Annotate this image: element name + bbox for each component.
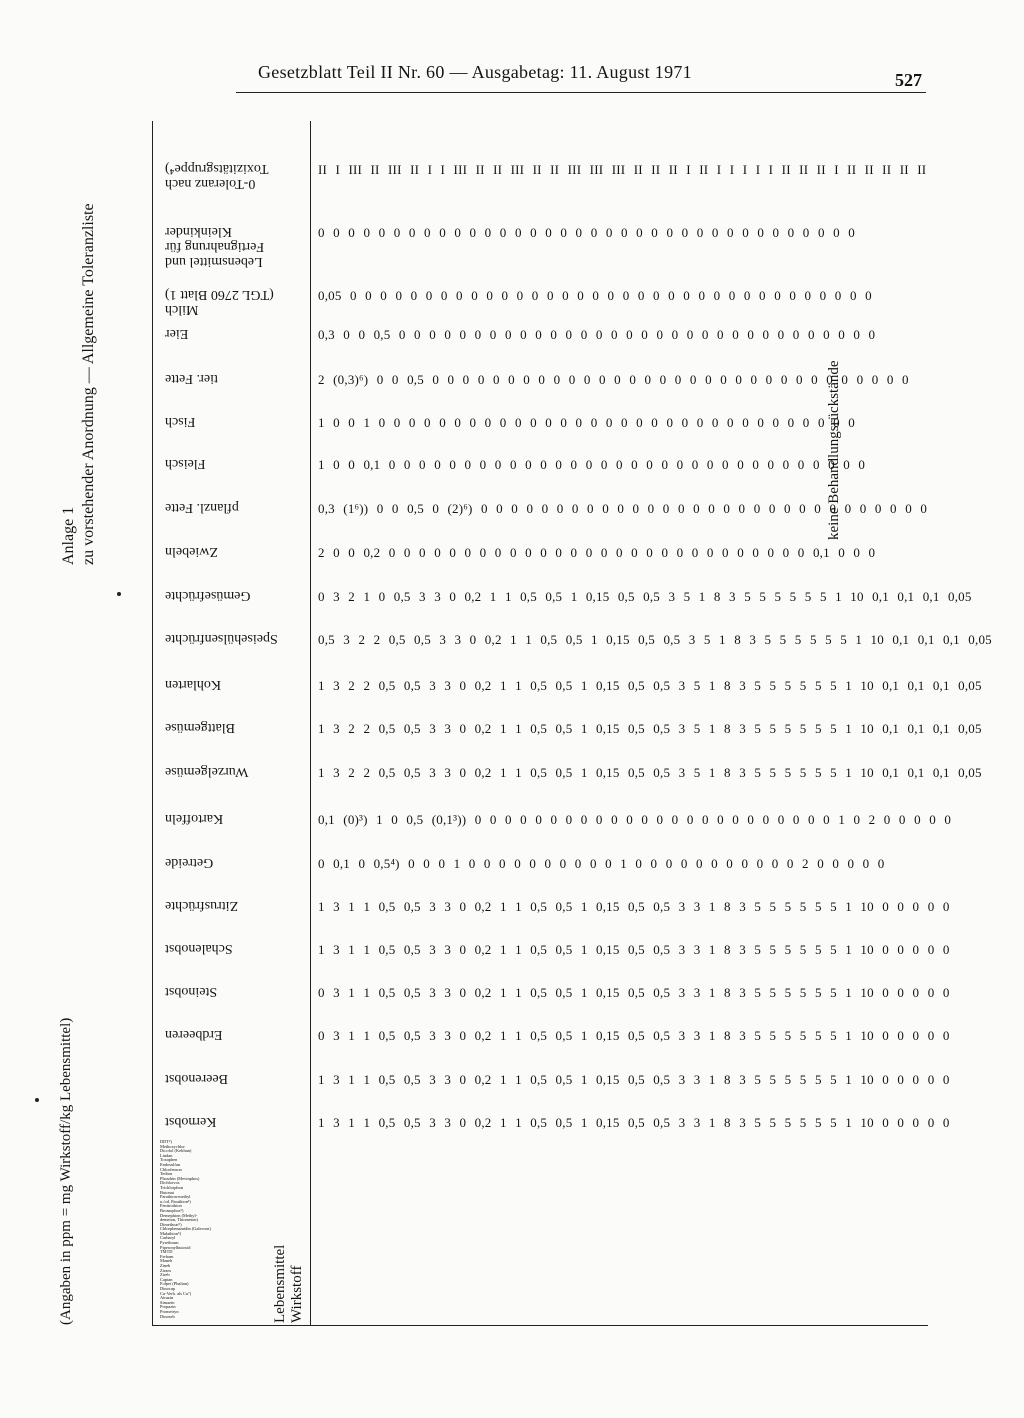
substance-name: Demephion (Methyl- bbox=[160, 1212, 198, 1218]
column-header: Steinobst bbox=[165, 984, 218, 999]
column-header: Fleisch bbox=[165, 456, 206, 471]
print-dot bbox=[35, 1098, 39, 1102]
column-value-list: 0,3 (1⁶)) 0 0 0,5 0 (2)⁶) 0 0 0 0 0 0 0 0 0 0 0 0 0 0 0 0 0 0 0 0 0 0 0 0 0 0 0 0 0 0 bbox=[318, 501, 928, 516]
substance-name: Zineb bbox=[160, 1263, 171, 1269]
substance-name: Prometryn bbox=[160, 1308, 179, 1314]
column-value-list: 1 3 2 2 0,5 0,5 3 3 0 0,2 1 1 0,5 0,5 1 0,15 0,5 0,5 3 5 1 8 3 5 5 5 5 5 5 1 10 0,1 0,1 0,1 0,05 bbox=[318, 765, 982, 780]
substance-name: Atrazin bbox=[160, 1295, 174, 1301]
units-note: (Angaben in ppm = mg Wirkstoff/kg Lebensmittel) bbox=[58, 1017, 74, 1325]
substance-name: Dinocap bbox=[160, 1286, 175, 1291]
column-value-list: 1 3 1 1 0,5 0,5 3 3 0 0,2 1 1 0,5 0,5 1 0,15 0,5 0,5 3 3 1 8 3 5 5 5 5 5 5 1 10 0 0 0 0 0 bbox=[318, 899, 950, 914]
column-value-list: 0,05 0 0 0 0 0 0 0 0 0 0 0 0 0 0 0 0 0 0 0 0 0 0 0 0 0 0 0 0 0 0 0 0 0 0 0 bbox=[318, 288, 872, 303]
column-header: Kartoffeln bbox=[165, 811, 224, 826]
substance-name: Dimethoat⁵) bbox=[160, 1221, 182, 1227]
substance-name: Lindan bbox=[160, 1152, 173, 1158]
column-header: pflanzl. Fette bbox=[165, 500, 239, 515]
substance-name: Malathion⁵) bbox=[160, 1230, 182, 1236]
column-header: Lebensmittel und Fertignahrung für Kleinkinder bbox=[165, 224, 265, 269]
column-header: Erdbeeren bbox=[165, 1027, 223, 1042]
column-header: tier. Fette bbox=[165, 371, 218, 386]
substance-name: Ferbam bbox=[160, 1253, 174, 1259]
column-value-list: 1 0 0 0,1 0 0 0 0 0 0 0 0 0 0 0 0 0 0 0 0 0 0 0 0 0 0 0 0 0 0 0 0 0 0 0 0 bbox=[318, 457, 866, 472]
header-rule bbox=[236, 92, 926, 93]
column-header: Zitrusfrüchte bbox=[165, 898, 239, 913]
substance-name: Dicofol (Kelthan) bbox=[160, 1148, 192, 1154]
column-header: 0-Toleranz nach Toxizitätsgruppe⁴) bbox=[165, 161, 269, 191]
substance-name: DDT²) bbox=[160, 1139, 172, 1144]
substance-name: Methoxychlor bbox=[160, 1143, 185, 1149]
column-header: Wurzelgemüse bbox=[165, 764, 249, 779]
page-header-title: Gesetzblatt Teil II Nr. 60 — Ausgabetag: 11. August 1971 bbox=[258, 62, 692, 82]
substance-name: Zireb bbox=[160, 1272, 170, 1278]
column-value-list: 1 3 2 2 0,5 0,5 3 3 0 0,2 1 1 0,5 0,5 1 0,15 0,5 0,5 3 5 1 8 3 5 5 5 5 5 5 1 10 0,1 0,1 0,1 0,05 bbox=[318, 678, 982, 693]
column-header: Blattgemüse bbox=[165, 720, 235, 735]
column-value-list: 1 0 0 1 0 0 0 0 0 0 0 0 0 0 0 0 0 0 0 0 0 0 0 0 0 0 0 0 0 0 0 0 0 0 0 0 bbox=[318, 415, 855, 430]
column-header: Kernobst bbox=[165, 1114, 217, 1129]
column-header: Gemüsefrüchte bbox=[165, 588, 251, 603]
substance-name: Phosdrin (Mevinphos) bbox=[160, 1175, 200, 1181]
column-header: Fisch bbox=[165, 414, 196, 429]
substance-name: Carbaryl bbox=[160, 1235, 176, 1241]
substance-name: Propazin bbox=[160, 1304, 176, 1310]
print-dot bbox=[117, 592, 121, 596]
column-value-list: 1 3 2 2 0,5 0,5 3 3 0 0,2 1 1 0,5 0,5 1 0,15 0,5 0,5 3 5 1 8 3 5 5 5 5 5 5 1 10 0,1 0,1 0,1 0,05 bbox=[318, 721, 982, 736]
column-header: Schalenobst bbox=[165, 941, 233, 956]
column-value-list: 2 0 0 0,2 0 0 0 0 0 0 0 0 0 0 0 0 0 0 0 0 0 0 0 0 0 0 0 0 0 0 0 0 0,1 0 0 0 bbox=[318, 545, 876, 560]
header-separator bbox=[310, 121, 311, 1325]
column-value-list: 0,3 0 0 0,5 0 0 0 0 0 0 0 0 0 0 0 0 0 0 0 0 0 0 0 0 0 0 0 0 0 0 0 0 0 0 0 0 bbox=[318, 327, 876, 342]
column-value-list: 0 3 2 1 0 0,5 3 3 0 0,2 1 1 0,5 0,5 1 0,15 0,5 0,5 3 5 1 8 3 5 5 5 5 5 5 1 10 0,1 0,1 0,1 0,05 bbox=[318, 589, 972, 604]
substance-name: Simazin bbox=[160, 1299, 175, 1305]
column-header: Eier bbox=[165, 326, 189, 341]
column-header: Getreide bbox=[165, 855, 214, 870]
corner-label: Lebensmittel Wirkstoff bbox=[272, 1244, 305, 1323]
substance-name: Parathion-methyl bbox=[160, 1194, 191, 1200]
substance-name: u./od. Parathion³) bbox=[160, 1198, 191, 1204]
annex-label: Anlage 1 bbox=[60, 506, 77, 565]
annex-subtitle: zu vorstehender Anordnung — Allgemeine Toleranzliste bbox=[80, 203, 97, 565]
column-value-list: 1 3 1 1 0,5 0,5 3 3 0 0,2 1 1 0,5 0,5 1 0,15 0,5 0,5 3 3 1 8 3 5 5 5 5 5 5 1 10 0 0 0 0 0 bbox=[318, 942, 950, 957]
substance-name: Butonat bbox=[160, 1189, 174, 1195]
substance-name: Fenitrothion bbox=[160, 1203, 182, 1209]
substance-name: Piperonylbutoxid bbox=[160, 1244, 191, 1250]
column-header: Beerenobst bbox=[165, 1071, 228, 1086]
substance-name: Endosulfan bbox=[160, 1161, 180, 1167]
column-value-list: 1 3 1 1 0,5 0,5 3 3 0 0,2 1 1 0,5 0,5 1 0,15 0,5 0,5 3 3 1 8 3 5 5 5 5 5 5 1 10 0 0 0 0 0 bbox=[318, 1115, 950, 1130]
substance-name: Captan bbox=[160, 1276, 173, 1282]
substance-name: Toxaphen bbox=[160, 1157, 178, 1163]
substance-name: demeton, Thiometon) bbox=[160, 1217, 198, 1223]
column-header: Milch (TGL 2760 Blatt 1) bbox=[165, 287, 274, 317]
substance-name: Tedion bbox=[160, 1171, 173, 1177]
substance-name: Bromophos⁵) bbox=[160, 1207, 184, 1213]
column-value-list: 0 3 1 1 0,5 0,5 3 3 0 0,2 1 1 0,5 0,5 1 0,15 0,5 0,5 3 3 1 8 3 5 5 5 5 5 5 1 10 0 0 0 0 0 bbox=[318, 985, 950, 1000]
substance-name: Maneb bbox=[160, 1258, 173, 1264]
substance-name: Dichlorvos bbox=[160, 1180, 180, 1186]
substance-name: Chlorphenamidin (Galecron) bbox=[160, 1226, 211, 1232]
substance-name: Pyrethrum bbox=[160, 1240, 179, 1246]
column-header: Kohlarten bbox=[165, 677, 221, 692]
substance-name: Trichlorphon bbox=[160, 1184, 184, 1190]
residue-banner: keine Behandlungsrückstände bbox=[826, 360, 842, 540]
column-value-list: 1 3 1 1 0,5 0,5 3 3 0 0,2 1 1 0,5 0,5 1 0,15 0,5 0,5 3 3 1 8 3 5 5 5 5 5 5 1 10 0 0 0 0 0 bbox=[318, 1072, 950, 1087]
column-value-list: 0,1 (0)³) 1 0 0,5 (0,1³)) 0 0 0 0 0 0 0 0 0 0 0 0 0 0 0 0 0 0 0 0 0 0 0 0 1 0 2 0 0 0 0 0 bbox=[318, 812, 952, 827]
column-value-list: 2 (0,3)⁶) 0 0 0,5 0 0 0 0 0 0 0 0 0 0 0 0 0 0 0 0 0 0 0 0 0 0 0 0 0 0 0 0 0 0 0 0 bbox=[318, 372, 909, 387]
substance-list bbox=[160, 1140, 308, 1319]
substance-name: TMTD bbox=[160, 1249, 173, 1255]
column-header: Speisehülsenfrüchte bbox=[165, 631, 278, 646]
column-value-list: 0 0,1 0 0,5⁴) 0 0 0 1 0 0 0 0 0 0 0 0 0 0 1 0 0 0 0 0 0 0 0 0 0 0 2 0 0 0 0 0 bbox=[318, 856, 885, 871]
substance-name: Folpet (Phaltan) bbox=[160, 1281, 189, 1287]
column-header: Zwiebeln bbox=[165, 544, 218, 559]
substance-name: Chlorfenson bbox=[160, 1166, 182, 1172]
column-value-list: 0 0 0 0 0 0 0 0 0 0 0 0 0 0 0 0 0 0 0 0 0 0 0 0 0 0 0 0 0 0 0 0 0 0 0 0 bbox=[318, 225, 855, 240]
page-number: 527 bbox=[895, 70, 922, 90]
substance-name: Cu-Verb. als Cu⁷) bbox=[160, 1290, 192, 1296]
substance-name: Ziram bbox=[160, 1267, 171, 1273]
column-value-list: II I III II III II I I III II II III II II III III III II II II I II I I I I I II II II I II II II II II bbox=[318, 162, 927, 177]
substance-name: Dinoseb bbox=[160, 1313, 175, 1319]
column-value-list: 0 3 1 1 0,5 0,5 3 3 0 0,2 1 1 0,5 0,5 1 0,15 0,5 0,5 3 3 1 8 3 5 5 5 5 5 5 1 10 0 0 0 0 0 bbox=[318, 1028, 950, 1043]
column-value-list: 0,5 3 2 2 0,5 0,5 3 3 0 0,2 1 1 0,5 0,5 1 0,15 0,5 0,5 3 5 1 8 3 5 5 5 5 5 5 1 10 0,1 0,1 0,1 0,05 bbox=[318, 632, 992, 647]
